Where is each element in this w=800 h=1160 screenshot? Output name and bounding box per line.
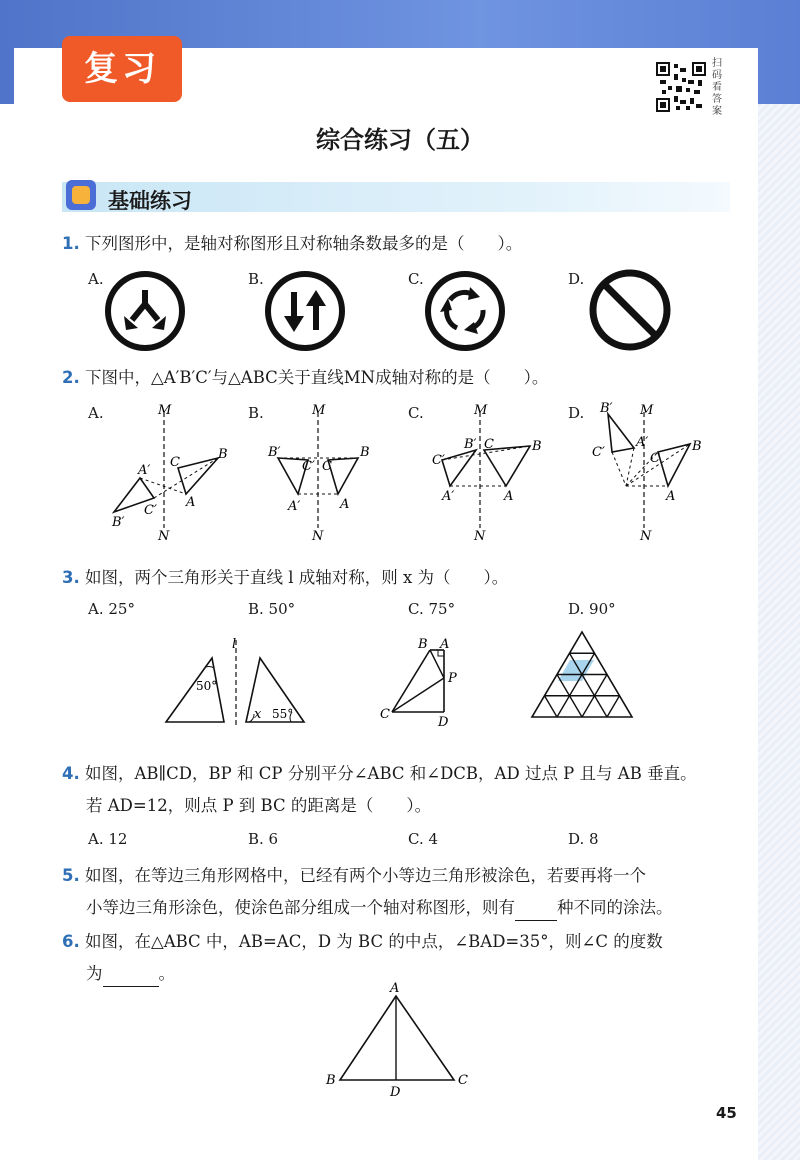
label-d: D [390,1085,401,1100]
question-6: 6. 如图，在△ABC 中，AB=AC，D 为 BC 的中点，∠BAD=35°，则∠C 的度数 [62,932,663,951]
label-a-prime: A′ [138,463,151,478]
label-c: C [380,707,390,722]
q2-option-d: D. [568,404,585,422]
figure-5-triangle-grid [530,630,634,720]
q1-option-c: C. [408,270,424,288]
label-m: M [474,403,488,418]
question-4-line-1: 如图，AB∥CD，BP 和 CP 分别平分∠ABC 和∠DCB，AD 过点 P 且与 AB 垂直。 [85,764,697,783]
label-b: B [218,447,228,462]
label-c: C [458,1073,468,1088]
label-m: M [640,403,654,418]
label-n: N [158,529,170,542]
qr-caption: 扫 码 看 答 案 [712,58,722,117]
label-n: N [474,529,486,542]
label-c-prime: C′ [432,453,445,468]
prohibition-sign-icon [588,268,672,352]
label-c-prime: C′ [144,503,157,518]
q2-option-a: A. [88,404,104,422]
section-star-icon [66,180,96,210]
question-1-text: 下列图形中，是轴对称图形且对称轴条数最多的是（ ）。 [85,234,523,253]
label-a: A [504,489,514,504]
label-b-prime: B′ [268,445,281,460]
label-b-prime: B′ [600,401,613,416]
q3-option-d: D. 90° [568,600,616,618]
question-6-line-2: 为 。 [86,962,175,987]
label-c-prime: C′ [302,459,315,474]
label-b: B [360,445,370,460]
question-5-line-1: 如图，在等边三角形网格中，已经有两个小等边三角形被涂色，若要再将一个 [85,866,646,885]
review-tag: 复习 [62,36,182,102]
label-b: B [326,1073,336,1088]
up-down-arrows-sign-icon [264,270,346,352]
label-a: A [186,495,196,510]
label-c: C [484,437,494,452]
question-4-line-2: 若 AD=12，则点 P 到 BC 的距离是（ ）。 [86,796,432,815]
label-c: C [650,451,660,466]
question-3-text: 如图，两个三角形关于直线 l 成轴对称，则 x 为（ ）。 [85,568,509,587]
label-a: A [340,497,350,512]
q1-option-d: D. [568,270,585,288]
figure-3-triangles [160,634,320,730]
question-6-line-1: 如图，在△ABC 中，AB=AC，D 为 BC 的中点，∠BAD=35°，则∠C 的度数 [85,932,663,951]
q2-option-c: C. [408,404,424,422]
circular-arrows-sign-icon [424,270,506,352]
label-p: P [448,671,457,686]
label-x: x [254,707,262,722]
q2-figure-d [586,400,726,542]
label-a: A [440,637,450,652]
question-6-triangle [320,976,480,1100]
label-b: B [532,439,542,454]
q4-option-c: C. 4 [408,830,439,848]
q2-figure-a [100,400,240,542]
q2-figure-c [424,400,564,542]
question-4: 4. 如图，AB∥CD，BP 和 CP 分别平分∠ABC 和∠DCB，AD 过点 P 且与 AB 垂直。 [62,764,697,783]
label-n: N [312,529,324,542]
label-a-prime: A′ [636,435,649,450]
answer-blank[interactable] [103,962,159,987]
page-number: 45 [716,1104,737,1122]
q4-option-b: B. 6 [248,830,279,848]
question-3: 3. 如图，两个三角形关于直线 l 成轴对称，则 x 为（ ）。 [62,568,509,587]
label-c-prime: C′ [592,445,605,460]
q3-option-b: B. 50° [248,600,296,618]
label-angle-50: 50° [196,679,218,693]
label-n: N [640,529,652,542]
label-a-prime: A′ [288,499,301,514]
q1-option-b: B. [248,270,264,288]
label-a-prime: A′ [442,489,455,504]
section-title: 基础练习 [108,189,192,213]
answer-blank[interactable] [515,896,557,921]
question-5: 5. 如图，在等边三角形网格中，已经有两个小等边三角形被涂色，若要再将一个 [62,866,646,885]
label-a: A [666,489,676,504]
label-a: A [390,981,400,996]
qr-code-icon[interactable] [656,62,706,112]
label-m: M [312,403,326,418]
page-edge-strip [758,104,800,1160]
label-b-prime: B′ [464,437,477,452]
q1-option-a: A. [88,270,104,288]
q4-option-d: D. 8 [568,830,599,848]
diverging-arrows-sign-icon [104,270,186,352]
figure-4-parallel [372,632,472,732]
label-b-prime: B′ [112,515,125,530]
q3-option-c: C. 75° [408,600,456,618]
question-2: 2. 下图中，△A′B′C′与△ABC关于直线MN成轴对称的是（ ）。 [62,368,549,387]
label-m: M [158,403,172,418]
question-2-text: 下图中，△A′B′C′与△ABC关于直线MN成轴对称的是（ ）。 [85,368,549,387]
label-l: l [232,637,237,652]
label-c: C [170,455,180,470]
label-d: D [438,715,449,730]
question-1: 1. 下列图形中，是轴对称图形且对称轴条数最多的是（ ）。 [62,234,523,253]
page-title: 综合练习（五） [316,126,484,154]
q4-option-a: A. 12 [88,830,128,848]
label-c: C [322,459,332,474]
label-b: B [692,439,702,454]
q2-figure-b [260,400,400,542]
q3-option-a: A. 25° [88,600,135,618]
q2-option-b: B. [248,404,264,422]
label-b: B [418,637,428,652]
label-angle-55: 55° [272,707,294,721]
question-5-line-2: 小等边三角形涂色，使涂色部分组成一个轴对称图形，则有 种不同的涂法。 [86,896,673,921]
